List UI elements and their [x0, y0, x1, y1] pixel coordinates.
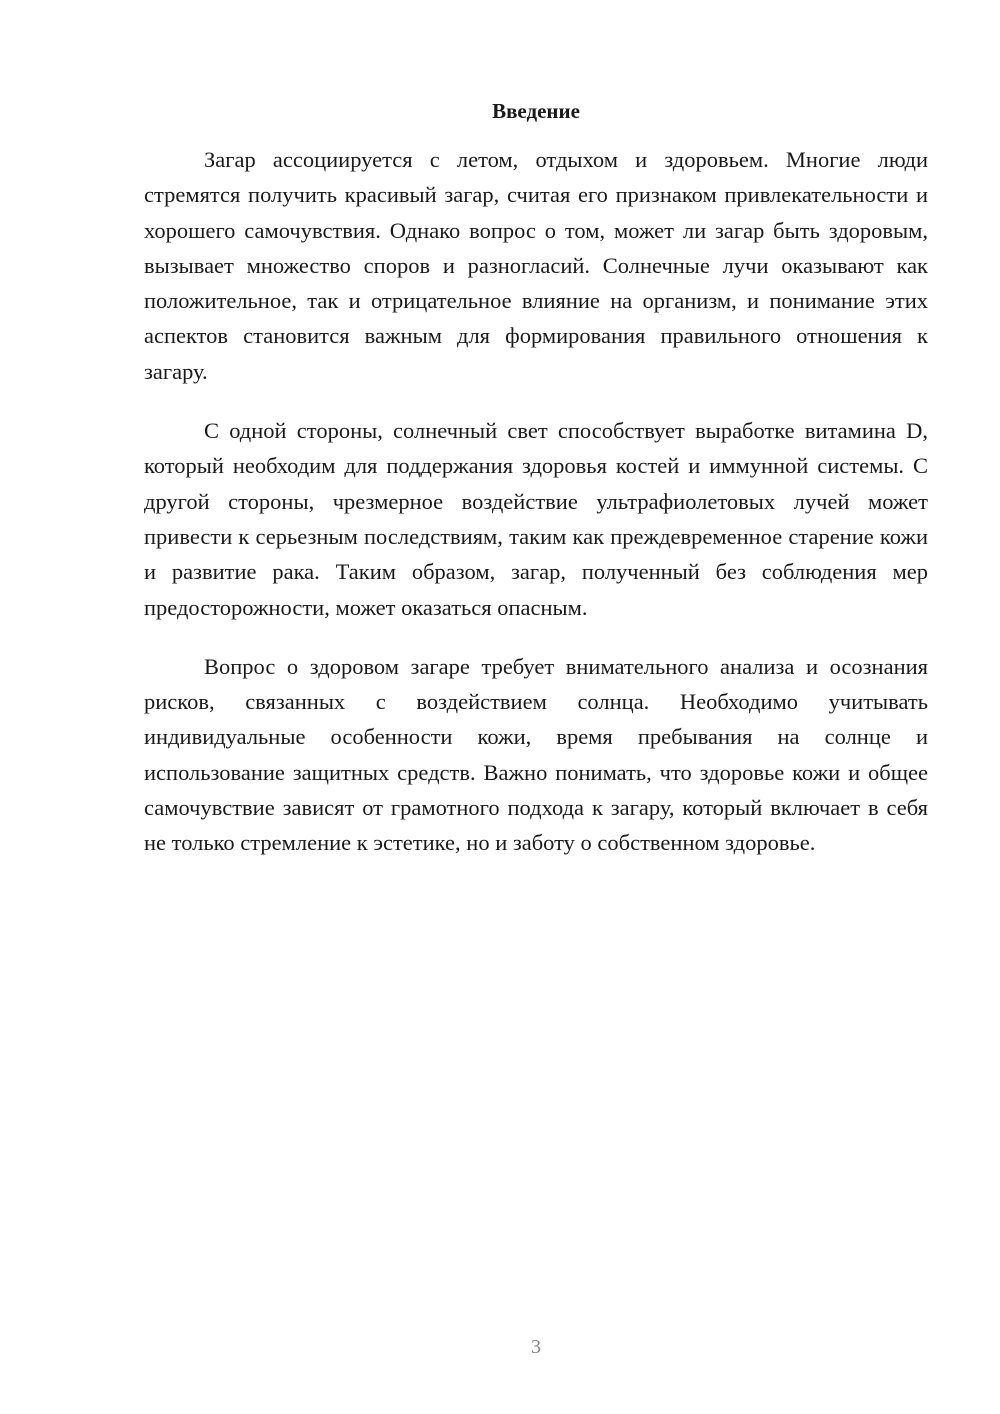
paragraph-3: Вопрос о здоровом загаре требует внимательного анализа и осознания рисков, связанных с воздействием солнца. Необходимо учитывать индивидуальные особенности кожи, время пребывания на солнце и использование защитных средств. Важно понимать, что здоровье кожи и общее самочувствие зависят от грамотного подхода к загару, который включает в себя не только стремление к эстетике, но и заботу о собственном здоровье. — [144, 653, 928, 856]
page-number: 3 — [531, 1336, 541, 1358]
body-text — [144, 142, 928, 885]
paragraph-1: Загар ассоциируется с летом, отдыхом и здоровьем. Многие люди стремятся получить красивый загар, считая его признаком привлекательности и хорошего самочувствия. Однако вопрос о том, может ли загар быть здоровым, вызывает множество споров и разногласий. Солнечные лучи оказывают как положительное, так и отрицательное влияние на организм, и понимание этих аспектов становится важным для формирования правильного отношения к загару. — [144, 147, 928, 384]
paragraph-2: С одной стороны, солнечный свет способствует выработке витамина D, который необходим для поддержания здоровья костей и иммунной системы. С другой стороны, чрезмерное воздействие ультрафиолетовых лучей может привести к серьезным последствиям, таким как преждевременное старение кожи и развитие рака. Таким образом, загар, полученный без соблюдения мер предосторожности, может оказаться опасным. — [144, 418, 928, 620]
section-title: Введение — [492, 99, 580, 123]
